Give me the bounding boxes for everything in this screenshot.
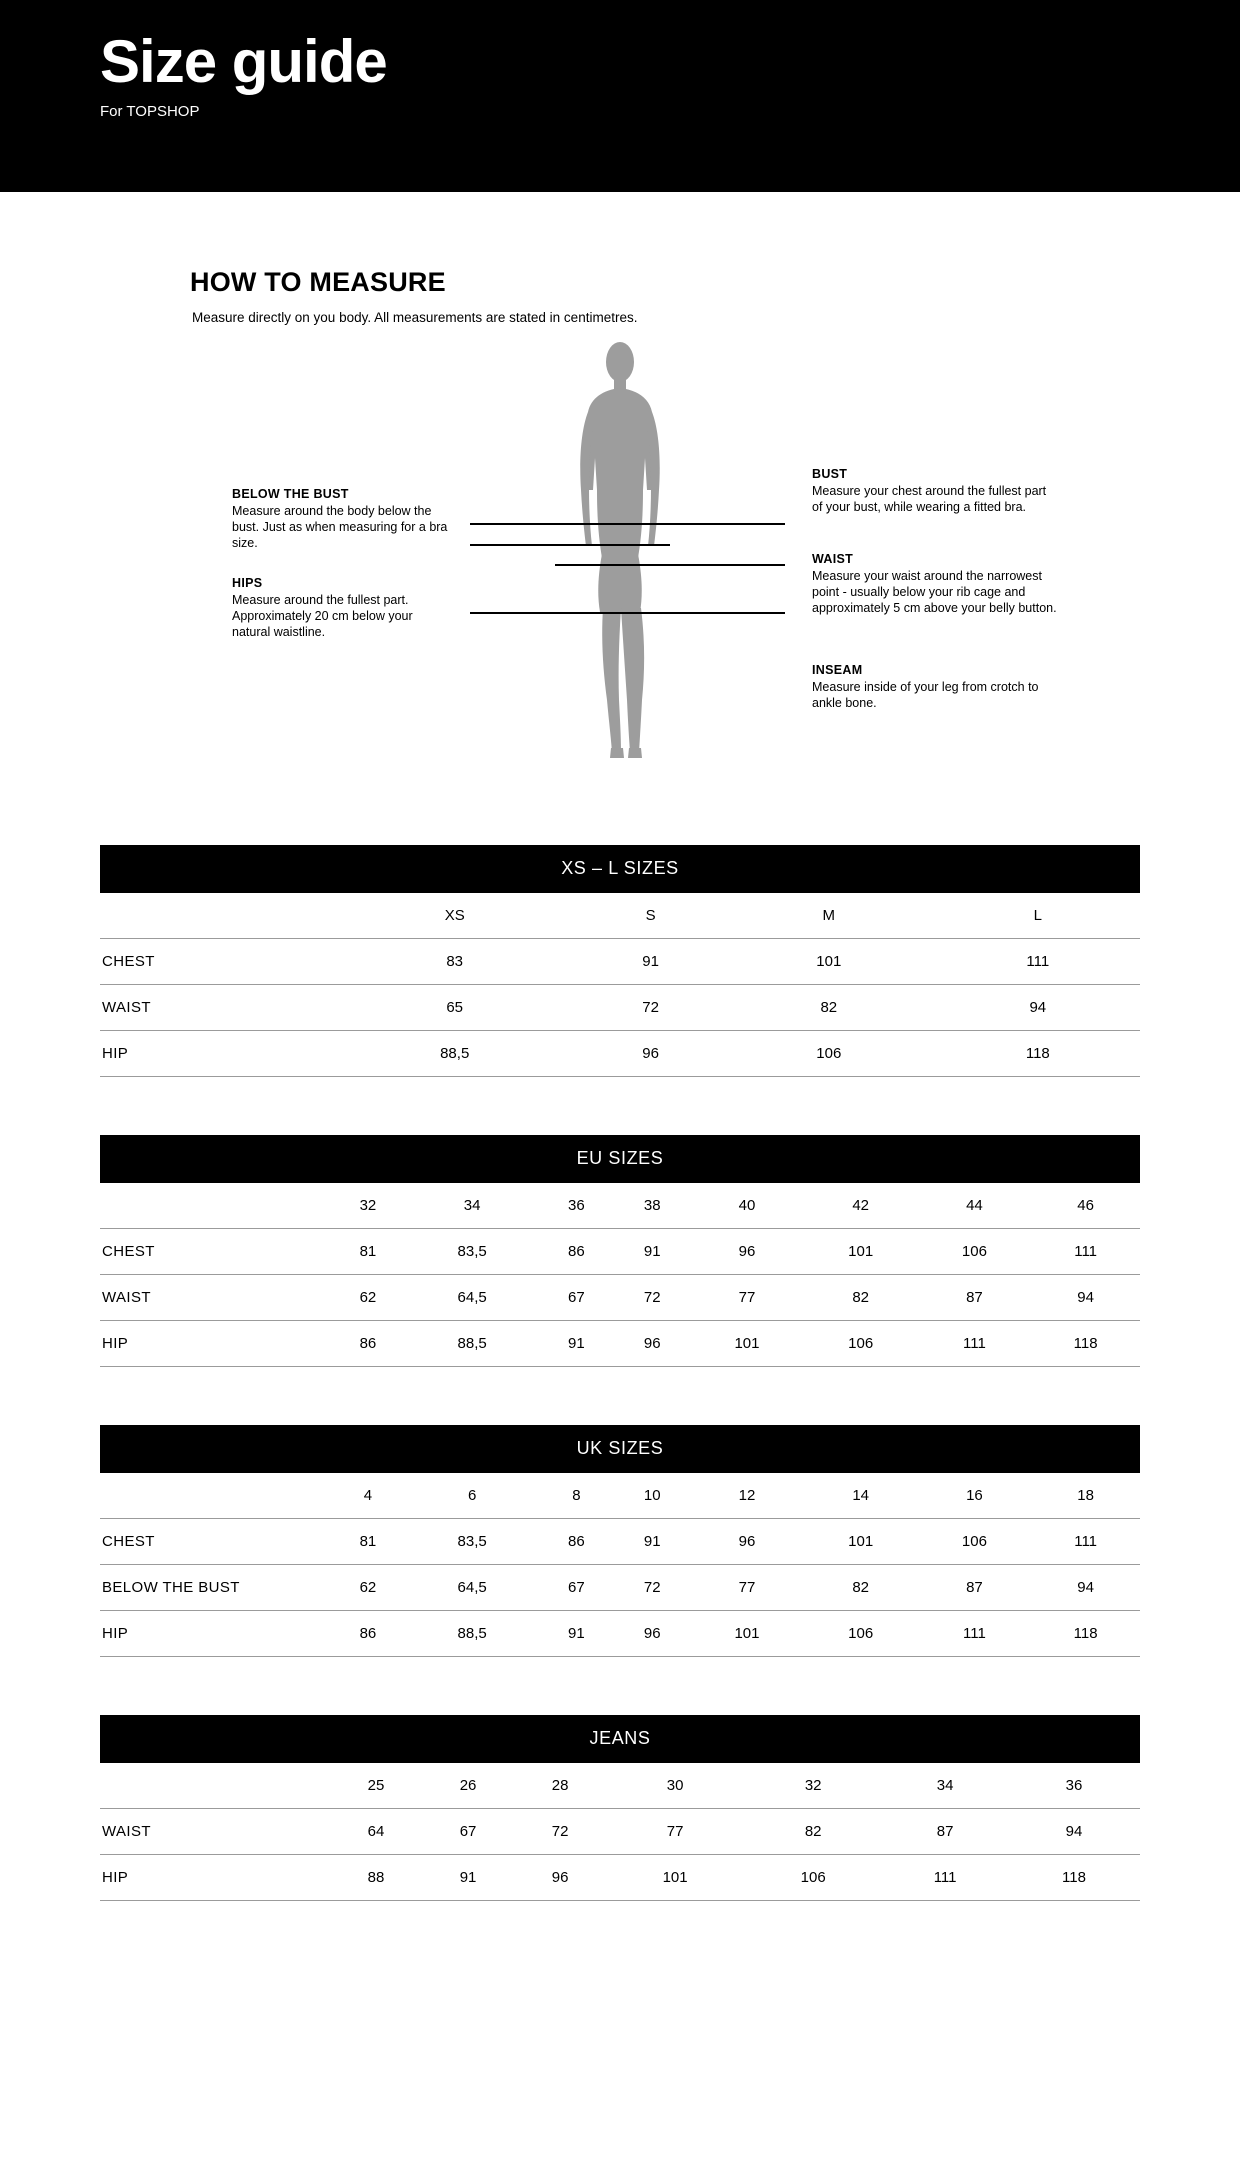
table-banner: EU SIZES [100, 1135, 1140, 1183]
table-cell: 88,5 [406, 1611, 539, 1657]
table-cell: 81 [330, 1519, 406, 1565]
table-cell: 101 [690, 1611, 804, 1657]
column-header: 46 [1077, 1197, 1094, 1214]
table-cell: 118 [936, 1031, 1140, 1077]
table-cell: 65 [330, 985, 579, 1031]
callout-waist [812, 552, 1057, 616]
header-text-block [100, 30, 387, 120]
table-cell: 87 [918, 1275, 1032, 1321]
table-cell: 83,5 [406, 1519, 539, 1565]
table-cell: 64,5 [406, 1565, 539, 1611]
table-row [100, 1275, 1140, 1321]
column-header: 25 [367, 1777, 385, 1794]
row-label: HIP [100, 1611, 330, 1657]
column-header: L [1033, 907, 1042, 924]
callout-inseam [812, 663, 1042, 712]
table-cell: 77 [690, 1275, 804, 1321]
table-row [100, 1519, 1140, 1565]
table-row [100, 939, 1140, 985]
table-cell: 82 [722, 985, 936, 1031]
callout-hips [232, 576, 452, 640]
leader-line-bust [470, 523, 785, 525]
table-cell: 106 [804, 1321, 918, 1367]
table-cell: 81 [330, 1229, 406, 1275]
column-header: 28 [551, 1777, 569, 1794]
callout-title: BELOW THE BUST [232, 487, 349, 501]
table-cell: 96 [579, 1031, 722, 1077]
table-cell: 86 [538, 1229, 614, 1275]
table-cell: 91 [538, 1321, 614, 1367]
page-header [0, 0, 1240, 192]
column-header: 26 [459, 1777, 477, 1794]
how-to-measure-section [0, 192, 1240, 710]
table-cell: 87 [882, 1809, 1008, 1855]
table-cell: 94 [1008, 1809, 1140, 1855]
table-row [100, 1229, 1140, 1275]
table-cell: 82 [804, 1275, 918, 1321]
table-cell: 86 [538, 1519, 614, 1565]
table-header-row [100, 1183, 1140, 1229]
table-cell: 77 [690, 1565, 804, 1611]
table-row [100, 985, 1140, 1031]
column-header: S [645, 907, 656, 924]
female-body-figure-icon [555, 340, 685, 760]
table-cell: 82 [804, 1565, 918, 1611]
table-cell: 101 [722, 939, 936, 985]
size-table [100, 893, 1140, 1077]
table-banner: UK SIZES [100, 1425, 1140, 1473]
measurement-diagram [0, 192, 1240, 710]
leader-line-waist [555, 564, 785, 566]
row-label: WAIST [100, 1275, 330, 1321]
table-cell: 91 [614, 1229, 690, 1275]
table-block-xs-l-sizes [100, 845, 1140, 1135]
table-cell: 91 [579, 939, 722, 985]
table-cell: 94 [1031, 1565, 1140, 1611]
callout-title: HIPS [232, 576, 263, 590]
callout-bust [812, 467, 1052, 516]
table-cell: 94 [1031, 1275, 1140, 1321]
table-cell: 86 [330, 1611, 406, 1657]
table-cell: 106 [722, 1031, 936, 1077]
table-cell: 62 [330, 1565, 406, 1611]
row-label: WAIST [100, 1809, 330, 1855]
callout-body: Measure your chest around the fullest part of your bust, while wearing a fitted bra. [812, 484, 1047, 514]
table-cell: 118 [1008, 1855, 1140, 1901]
table-cell: 96 [690, 1519, 804, 1565]
row-label: CHEST [100, 1229, 330, 1275]
size-tables [0, 845, 1240, 1959]
size-table [100, 1763, 1140, 1901]
column-header: 18 [1077, 1487, 1094, 1504]
column-header: XS [444, 907, 465, 924]
table-row [100, 1321, 1140, 1367]
column-header: 34 [463, 1197, 481, 1214]
table-header-row [100, 893, 1140, 939]
table-cell: 111 [1031, 1229, 1140, 1275]
callout-title: WAIST [812, 552, 854, 566]
column-header: 40 [738, 1197, 756, 1214]
table-cell: 106 [918, 1229, 1032, 1275]
callout-body: Measure inside of your leg from crotch to ankle bone. [812, 680, 1039, 710]
table-block-uk-sizes [100, 1425, 1140, 1715]
table-row [100, 1031, 1140, 1077]
table-cell: 101 [804, 1519, 918, 1565]
column-header: 30 [666, 1777, 684, 1794]
column-header: 6 [467, 1487, 477, 1504]
size-table [100, 1473, 1140, 1657]
table-cell: 101 [804, 1229, 918, 1275]
section-heading: HOW TO MEASURE [190, 267, 446, 297]
table-cell: 83,5 [406, 1229, 539, 1275]
table-cell: 86 [330, 1321, 406, 1367]
callout-body: Measure around the body below the bust. Just as when measuring for a bra size. [232, 504, 448, 550]
size-table [100, 1183, 1140, 1367]
table-cell: 91 [538, 1611, 614, 1657]
table-cell: 88,5 [330, 1031, 579, 1077]
table-row [100, 1855, 1140, 1901]
table-cell: 111 [1031, 1519, 1140, 1565]
table-cell: 67 [422, 1809, 514, 1855]
table-cell: 111 [918, 1611, 1032, 1657]
table-header-row [100, 1763, 1140, 1809]
leader-line-hips [470, 612, 785, 614]
column-header: 16 [966, 1487, 983, 1504]
column-header-blank [100, 1183, 330, 1229]
table-cell: 87 [918, 1565, 1032, 1611]
row-label: HIP [100, 1031, 330, 1077]
table-cell: 101 [690, 1321, 804, 1367]
table-cell: 106 [804, 1611, 918, 1657]
table-row [100, 1565, 1140, 1611]
table-row [100, 1611, 1140, 1657]
column-header: 32 [804, 1777, 822, 1794]
column-header: 10 [643, 1487, 661, 1504]
row-label: HIP [100, 1855, 330, 1901]
table-cell: 67 [538, 1565, 614, 1611]
column-header: 36 [568, 1197, 585, 1214]
callout-body: Measure your waist around the narrowest point - usually below your rib cage and approximately 5 cm above your belly button. [812, 569, 1057, 615]
table-cell: 88 [330, 1855, 422, 1901]
section-subheading: Measure directly on you body. All measurements are stated in centimetres. [192, 310, 638, 325]
table-cell: 64 [330, 1809, 422, 1855]
table-cell: 96 [614, 1611, 690, 1657]
column-header-blank [100, 1763, 330, 1809]
table-cell: 96 [690, 1229, 804, 1275]
table-cell: 106 [744, 1855, 882, 1901]
column-header-blank [100, 1473, 330, 1519]
table-cell: 67 [538, 1275, 614, 1321]
column-header: 34 [936, 1777, 954, 1794]
row-label: WAIST [100, 985, 330, 1031]
row-label: HIP [100, 1321, 330, 1367]
table-cell: 72 [614, 1565, 690, 1611]
callout-title: INSEAM [812, 663, 863, 677]
table-cell: 96 [514, 1855, 606, 1901]
table-cell: 91 [614, 1519, 690, 1565]
column-header: 32 [359, 1197, 377, 1214]
column-header: 36 [1065, 1777, 1083, 1794]
page-title: Size guide [100, 28, 387, 95]
table-cell: 83 [330, 939, 579, 985]
callout-title: BUST [812, 467, 848, 481]
table-cell: 111 [936, 939, 1140, 985]
row-label: CHEST [100, 1519, 330, 1565]
table-cell: 91 [422, 1855, 514, 1901]
table-cell: 118 [1031, 1321, 1140, 1367]
column-header: 42 [852, 1197, 870, 1214]
table-cell: 101 [606, 1855, 744, 1901]
table-cell: 106 [918, 1519, 1032, 1565]
table-banner: XS – L SIZES [100, 845, 1140, 893]
column-header: 12 [738, 1487, 756, 1504]
table-cell: 72 [514, 1809, 606, 1855]
table-cell: 82 [744, 1809, 882, 1855]
callout-below-the-bust [232, 487, 452, 551]
table-header-row [100, 1473, 1140, 1519]
column-header: 14 [852, 1487, 870, 1504]
table-cell: 77 [606, 1809, 744, 1855]
column-header-blank [100, 893, 330, 939]
table-cell: 118 [1031, 1611, 1140, 1657]
column-header: 38 [643, 1197, 661, 1214]
table-cell: 72 [614, 1275, 690, 1321]
row-label: BELOW THE BUST [100, 1565, 330, 1611]
table-banner: JEANS [100, 1715, 1140, 1763]
table-row [100, 1809, 1140, 1855]
table-cell: 111 [918, 1321, 1032, 1367]
table-cell: 88,5 [406, 1321, 539, 1367]
table-block-eu-sizes [100, 1135, 1140, 1425]
column-header: 44 [966, 1197, 983, 1214]
table-block-jeans [100, 1715, 1140, 1959]
table-cell: 94 [936, 985, 1140, 1031]
table-cell: 62 [330, 1275, 406, 1321]
callout-body: Measure around the fullest part. Approximately 20 cm below your natural waistline. [232, 593, 413, 639]
column-header: 4 [363, 1487, 373, 1504]
page-subtitle: For TOPSHOP [100, 103, 200, 120]
table-cell: 96 [614, 1321, 690, 1367]
column-header: M [822, 907, 836, 924]
table-cell: 111 [882, 1855, 1008, 1901]
table-cell: 72 [579, 985, 722, 1031]
row-label: CHEST [100, 939, 330, 985]
table-cell: 64,5 [406, 1275, 539, 1321]
column-header: 8 [572, 1487, 581, 1504]
leader-line-below-bust [470, 544, 670, 546]
